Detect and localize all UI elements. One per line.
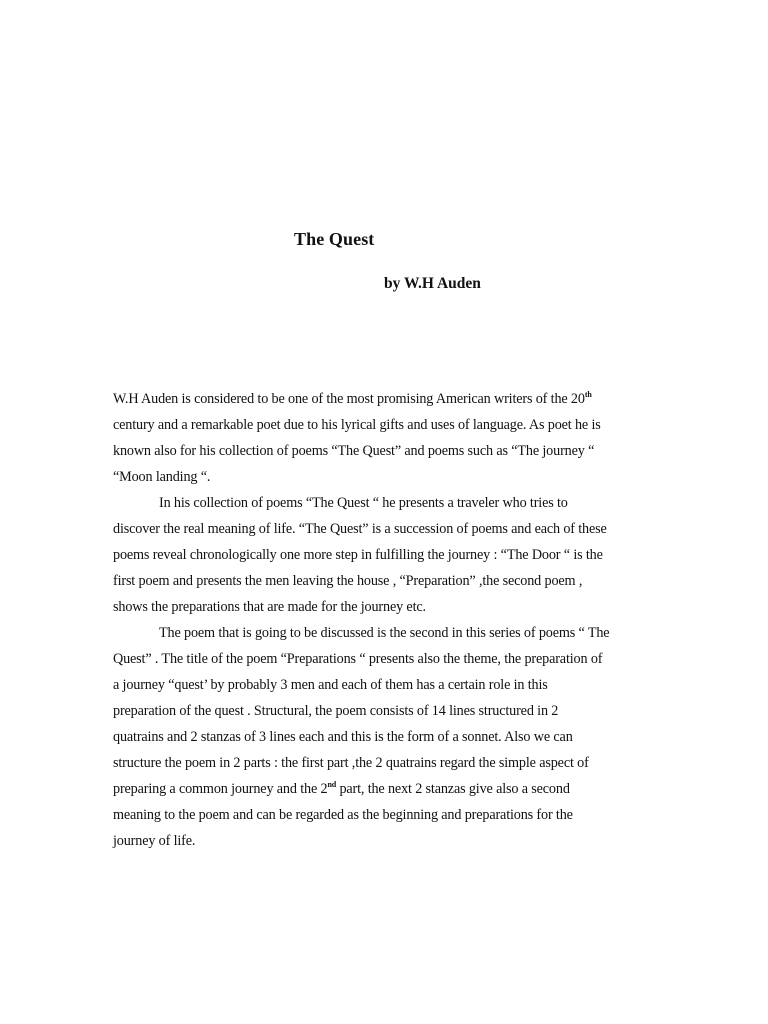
- text-line: structure the poem in 2 parts : the first part ,the 2 quatrains regard the simple aspect of: [113, 755, 589, 771]
- document-byline: by W.H Auden: [384, 275, 481, 292]
- text-line: “Moon landing “.: [113, 469, 211, 485]
- text-line: In his collection of poems “The Quest “ he presents a traveler who tries to: [159, 495, 568, 511]
- superscript: th: [584, 390, 592, 399]
- text-line: The poem that is going to be discussed is the second in this series of poems “ The: [159, 625, 610, 641]
- text-line: journey of life.: [113, 833, 196, 849]
- superscript: nd: [327, 780, 337, 789]
- body-text: [113, 386, 673, 854]
- text-line: preparation of the quest . Structural, the poem consists of 14 lines structured in 2: [113, 703, 559, 719]
- text-line: poems reveal chronologically one more step in fulfilling the journey : “The Door “ is the: [113, 547, 603, 563]
- text-line: first poem and presents the men leaving the house , “Preparation” ,the second poem ,: [113, 573, 583, 589]
- text-line: discover the real meaning of life. “The Quest” is a succession of poems and each of these: [113, 521, 607, 537]
- text-line: quatrains and 2 stanzas of 3 lines each and this is the form of a sonnet. Also we can: [113, 729, 573, 745]
- text-line: preparing a common journey and the 2nd part, the next 2 stanzas give also a second: [113, 780, 570, 797]
- text-line: W.H Auden is considered to be one of the most promising American writers of the 20th: [113, 390, 592, 407]
- text-line: meaning to the poem and can be regarded as the beginning and preparations for the: [113, 807, 573, 823]
- document-title: The Quest: [294, 229, 375, 249]
- text-line: Quest” . The title of the poem “Preparations “ presents also the theme, the preparation of: [113, 651, 603, 667]
- text-line: a journey “quest’ by probably 3 men and each of them has a certain role in this: [113, 677, 548, 693]
- text-line: century and a remarkable poet due to his lyrical gifts and uses of language. As poet he is: [113, 417, 601, 433]
- text-line: shows the preparations that are made for the journey etc.: [113, 599, 426, 615]
- text-line: known also for his collection of poems “The Quest” and poems such as “The journey “: [113, 443, 595, 459]
